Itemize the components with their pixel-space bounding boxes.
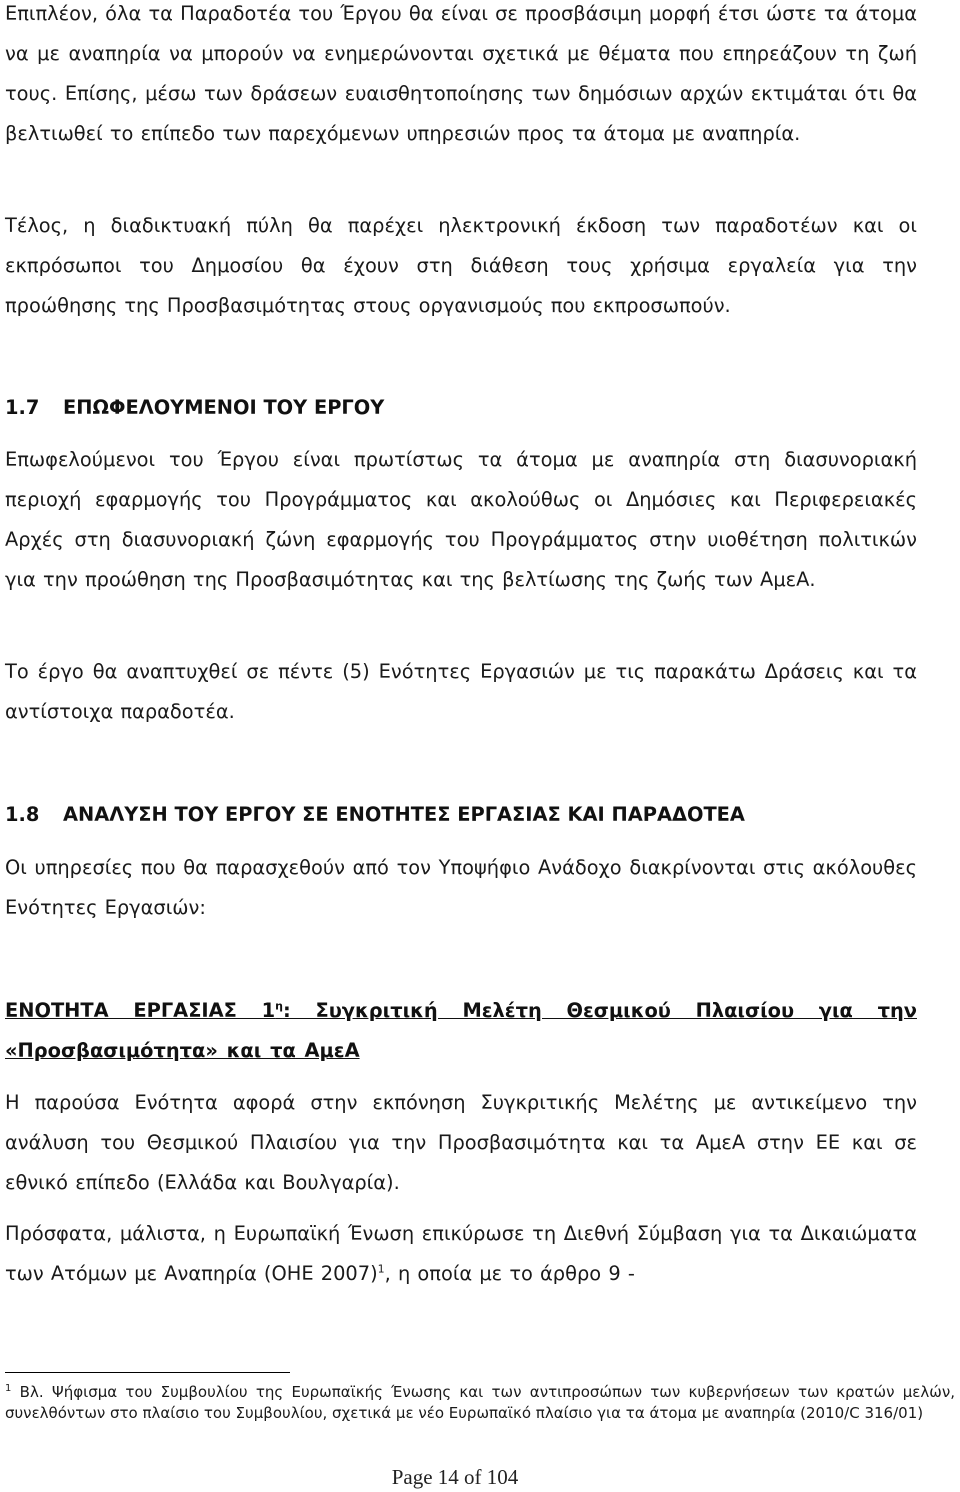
work-package-superscript: η xyxy=(275,999,283,1013)
paragraph-services: Οι υπηρεσίες που θα παρασχεθούν από τον Υποψήφιο Ανάδοχο διακρίνονται στις ακόλουθες Ενότητες Εργασιών: xyxy=(5,856,917,919)
footnote xyxy=(5,1382,955,1424)
page-number: Page 14 of 104 xyxy=(391,1465,519,1489)
paragraph-beneficiaries: Επωφελούμενοι του Έργου είναι πρωτίστως τα άτομα με αναπηρία στη διασυνοριακή περιοχή εφαρμογής του Προγράμματος και ακολούθως οι Δημόσιες και Περιφερειακές Αρχές στη διασυνοριακή ζώνη εφαρμογής του Προγράμματος στην υιοθέτηση πολιτικών για την προώθηση της Προσβασιμότητας και της βελτίωσης της ζωής των ΑμεΑ. xyxy=(5,448,917,591)
convention-text-end: , η οποία με το άρθρο 9 - xyxy=(384,1262,635,1285)
footnote-reference[interactable]: 1 xyxy=(377,1262,385,1276)
heading-text: ΕΠΩΦΕΛΟΥΜΕΝΟΙ ΤΟΥ ΕΡΓΟΥ xyxy=(63,396,385,419)
paragraph-work-package-description: Η παρούσα Ενότητα αφορά στην εκπόνηση Συγκριτικής Μελέτης με αντικείμενο την ανάλυση του Θεσμικού Πλαισίου για την Προσβασιμότητα και τα ΑμεΑ στην ΕΕ και σε εθνικό επίπεδο (Ελλάδα και Βουλγαρία). xyxy=(5,1091,917,1194)
footnote-marker: 1 xyxy=(5,1383,12,1394)
convention-text-start: Πρόσφατα, μάλιστα, η Ευρωπαϊκή Ένωση επικύρωσε τη Διεθνή Σύμβαση για τα Δικαιώματα των Ατόμων με Αναπηρία (ΟΗΕ 2007) xyxy=(5,1222,917,1285)
heading-text: ΑΝΑΛΥΣΗ ΤΟΥ ΕΡΓΟΥ ΣΕ ΕΝΟΤΗΤΕΣ ΕΡΓΑΣΙΑΣ ΚΑΙ ΠΑΡΑΔΟΤΕΑ xyxy=(63,803,745,826)
paragraph-convention xyxy=(5,1214,917,1294)
heading-number: 1.7 xyxy=(5,396,40,419)
work-package-1-title xyxy=(5,991,917,1071)
paragraph-accessibility-deliverables: Επιπλέον, όλα τα Παραδοτέα του Έργου θα είναι σε προσβάσιμη μορφή έτσι ώστε τα άτομα να με αναπηρία να μπορούν να ενημερώνονται σχετικά με θέματα που επηρεάζουν τη ζωή τους. Επίσης, μέσω των δράσεων ευαισθητοποίησης των δημόσιων αρχών εκτιμάται ότι θα βελτιωθεί το επίπεδο των παρεχόμενων υπηρεσιών προς τα άτομα με αναπηρία. xyxy=(5,2,917,145)
heading-1-8-analysis xyxy=(5,795,745,835)
footnote-text: Βλ. Ψήφισμα του Συμβουλίου της Ευρωπαϊκής Ένωσης και των αντιπροσώπων των κυβερνήσεων των κρατών μελών, συνελθόντων στο πλαίσιο του Συμβουλίου, σχετικά με νέο Ευρωπαϊκό πλαίσιο για τα άτομα με αναπηρία (2010/C 316/01) xyxy=(5,1383,955,1422)
footnote-divider xyxy=(5,1372,290,1373)
work-package-prefix: ΕΝΟΤΗΤΑ ΕΡΓΑΣΙΑΣ 1 xyxy=(5,999,276,1022)
work-package-title-text: : Συγκριτική Μελέτη Θεσμικού Πλαισίου για την «Προσβασιμότητα» και τα ΑμεΑ xyxy=(5,999,917,1062)
paragraph-work-packages-intro: Το έργο θα αναπτυχθεί σε πέντε (5) Ενότητες Εργασιών με τις παρακάτω Δράσεις και τα αντίστοιχα παραδοτέα. xyxy=(5,660,917,723)
paragraph-web-portal: Τέλος, η διαδικτυακή πύλη θα παρέχει ηλεκτρονική έκδοση των παραδοτέων και οι εκπρόσωποι του Δημοσίου θα έχουν στη διάθεση τους χρήσιμα εργαλεία για την προώθησης της Προσβασιμότητας στους οργανισμούς που εκπροσωπούν. xyxy=(5,214,917,317)
heading-number: 1.8 xyxy=(5,803,40,826)
heading-1-7-beneficiaries xyxy=(5,388,384,428)
